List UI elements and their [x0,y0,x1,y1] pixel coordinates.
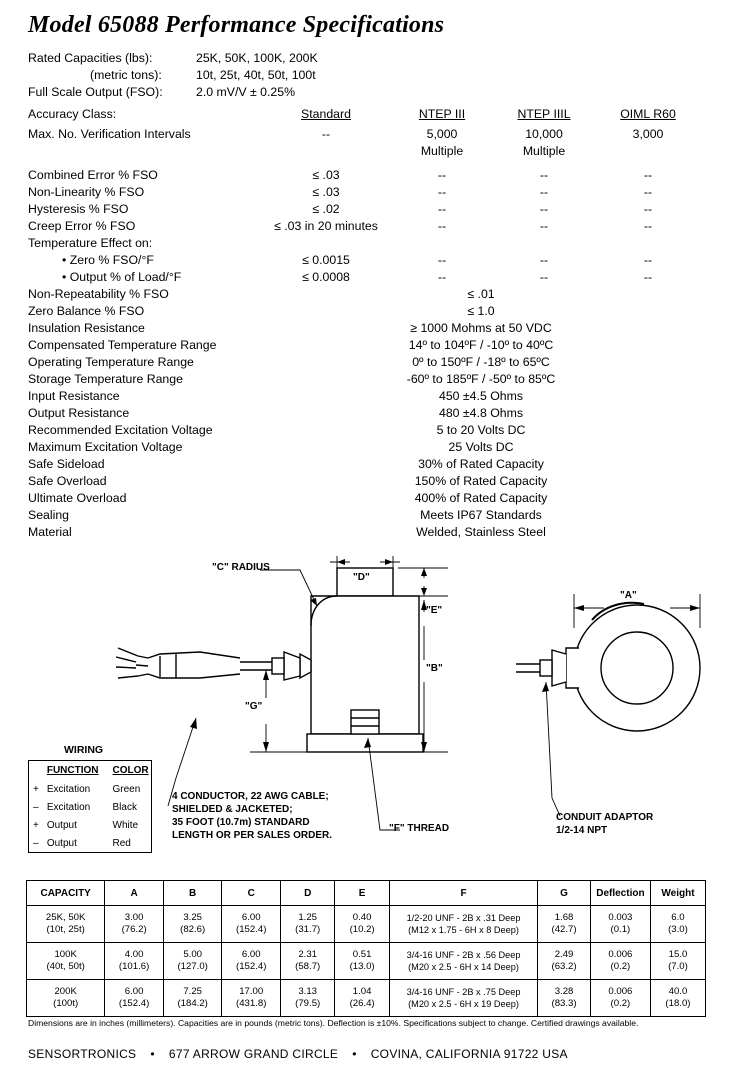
spec-row-oiml: -- [643,253,653,267]
cell-line2: (18.0) [665,998,691,1009]
cable-note-line2: SHIELDED & JACKETED; [172,804,293,815]
spec-row-ntep3l: 10,000 [525,127,563,141]
spec-row-label: Storage Temperature Range [28,372,183,386]
spec-row-ntep3: 5,000 [426,127,458,141]
cell-line1: 0.006 [608,949,633,960]
accuracy-class-header-row [28,101,704,123]
wiring-color: Green [112,783,141,795]
cell-deflection [590,943,650,980]
cell-capacity [27,980,105,1017]
table-row [27,906,706,943]
cell-line1: 0.003 [608,912,633,923]
cell-line2: (152.4) [118,998,150,1009]
spec-row-label: Insulation Resistance [28,321,145,335]
cell-line1: 6.0 [671,912,685,923]
specifications-block [28,50,704,541]
rated-capacities-row [28,50,704,67]
wiring-sign: + [33,783,39,795]
cable-note-line1: 4 CONDUCTOR, 22 AWG CABLE; [172,791,329,802]
wiring-row [29,798,153,816]
cell-line1: 0.40 [352,912,372,923]
cell-line2: (127.0) [177,961,208,972]
cell-line1: 100K [54,949,77,960]
spec-row-value: 25 Volts DC [448,440,514,454]
spec-row-label: Creep Error % FSO [28,219,136,233]
spec-row-label: • Zero % FSO/°F [62,253,154,267]
cell-line1: 3.00 [124,912,144,923]
spec-row [28,286,704,303]
spec-row-label: Compensated Temperature Range [28,338,217,352]
spec-row [28,320,704,337]
spec-row-ntep3: -- [437,168,447,182]
spec-row-ntep3: -- [437,185,447,199]
column-header-oiml: OIML R60 [620,107,676,121]
spec-row [28,490,704,507]
spec-row-oiml: 3,000 [632,127,664,141]
spec-row-ntep3l: -- [539,253,549,267]
metric-tons-label: (metric tons): [90,68,162,82]
cell-line1: 15.0 [668,949,688,960]
cell-a [105,980,164,1017]
cell-weight [650,980,705,1017]
spec-row-value: 400% of Rated Capacity [414,491,548,505]
cell-line2: (58.7) [295,961,321,972]
spec-row [28,422,704,439]
cell-line2: (10t, 25t) [46,924,85,935]
table-footnote: Dimensions are in inches (millimeters). Capacities are in pounds (metric tons). Deflection is ±10%. Specifications subject to change. Certified drawings available. [28,1018,639,1028]
label-g-dim: "G" [245,701,263,712]
spec-row [28,303,704,320]
spec-row [28,167,704,184]
spec-row-value: 450 ±4.5 Ohms [439,389,523,403]
col-g: G [538,881,591,906]
spec-row-label: Combined Error % FSO [28,168,158,182]
cell-line1: 3.13 [298,986,318,997]
spec-row-label: Input Resistance [28,389,120,403]
wiring-header-color: COLOR [112,764,149,776]
spec-row-ntep3: Multiple [420,144,464,158]
cell-line2: (79.5) [295,998,321,1009]
spec-row [28,126,704,143]
spec-row-ntep3l: -- [539,270,549,284]
metric-tons-value: 10t, 25t, 40t, 50t, 100t [196,68,316,82]
cell-line1: 4.00 [124,949,144,960]
spec-row [28,184,704,201]
spec-row-label: Output Resistance [28,406,130,420]
wiring-color: Black [112,801,137,813]
label-e-dim: "E" [426,605,443,616]
cell-line2: (31.7) [295,924,321,935]
spec-row-oiml: -- [643,219,653,233]
spec-row-value: Meets IP67 Standards [420,508,542,522]
wiring-table [28,760,152,853]
spec-row [28,252,704,269]
wiring-sign: – [33,801,39,813]
cell-line2: (152.4) [236,924,267,935]
label-d-dim: "D" [353,572,370,583]
cell-line1: 3/4-16 UNF - 2B x .56 Deep [406,950,521,960]
cell-d [280,943,334,980]
cell-capacity [27,943,105,980]
spec-row [28,201,704,218]
fso-row [28,84,704,101]
cell-line2: (M20 x 2.5 - 6H x 14 Deep) [408,962,519,972]
wiring-row [29,834,153,852]
spec-row [28,371,704,388]
wiring-sign: – [33,837,39,849]
spec-row-oiml: -- [643,185,653,199]
spec-row-ntep3: -- [437,202,447,216]
cell-line2: (40t, 50t) [46,961,85,972]
cell-line1: 17.00 [239,986,264,997]
cell-line1: 0.006 [608,986,633,997]
spec-row [28,218,704,235]
cell-e [335,980,389,1017]
cell-line2: (M12 x 1.75 - 6H x 8 Deep) [408,925,519,935]
cell-d [280,980,334,1017]
spec-row-standard: ≤ .03 in 20 minutes [274,219,378,233]
cell-line1: 0.51 [352,949,372,960]
wiring-function: Excitation [46,783,91,795]
cell-line1: 40.0 [668,986,688,997]
col-capacity: CAPACITY [27,881,105,906]
cell-line1: 6.00 [241,949,261,960]
cell-line2: (7.0) [668,961,688,972]
spec-row-ntep3: -- [437,253,447,267]
column-header-ntep3: NTEP III [418,107,466,121]
spec-row [28,388,704,405]
col-d: D [280,881,334,906]
spec-row-value: Welded, Stainless Steel [416,525,546,539]
label-c-radius: "C" RADIUS [212,562,270,573]
spec-row-label: Hysteresis % FSO [28,202,129,216]
cell-b [163,906,222,943]
wiring-title: WIRING [64,744,104,756]
cell-line1: 200K [54,986,77,997]
cell-g [538,980,591,1017]
spec-row-label: Maximum Excitation Voltage [28,440,183,454]
col-b: B [163,881,222,906]
wiring-header-row [29,761,153,780]
spec-row-label: Zero Balance % FSO [28,304,145,318]
spec-row-label: Safe Sideload [28,457,105,471]
spec-row-ntep3l: Multiple [522,144,566,158]
spec-row [28,524,704,541]
cell-c [222,980,281,1017]
cell-capacity [27,906,105,943]
spec-row-standard: ≤ .02 [312,202,340,216]
cell-b [163,980,222,1017]
wiring-function: Output [46,837,77,849]
cell-line1: 3/4-16 UNF - 2B x .75 Deep [406,987,521,997]
wiring-color: Red [112,837,131,849]
spec-row-value: ≤ 1.0 [467,304,495,318]
spec-row-label: Non-Repeatability % FSO [28,287,169,301]
spec-row-value: 0º to 150ºF / -18º to 65ºC [412,355,550,369]
wiring-row [29,780,153,798]
spec-row [28,473,704,490]
wiring-header-function: FUNCTION [46,764,99,776]
spec-row-ntep3l: -- [539,185,549,199]
accuracy-class-label: Accuracy Class: [28,107,117,121]
spec-row-value: 480 ±4.8 Ohms [439,406,523,420]
cell-line2: (42.7) [551,924,577,935]
cell-line2: (101.6) [118,961,150,972]
spec-row [28,235,704,252]
col-deflection: Deflection [590,881,650,906]
spec-row-label: Ultimate Overload [28,491,127,505]
col-weight: Weight [650,881,705,906]
spec-row-oiml: -- [643,270,653,284]
table-row [27,980,706,1017]
spec-row-standard: ≤ .03 [312,168,340,182]
col-c: C [222,881,281,906]
cell-deflection [590,906,650,943]
cell-line2: (83.3) [551,998,577,1009]
metric-tons-row [28,67,704,84]
table-row [27,943,706,980]
capacity-table-header-row [27,881,706,906]
spec-row [28,439,704,456]
cell-e [335,906,389,943]
cell-line1: 5.00 [183,949,202,960]
conduit-note-line2: 1/2-14 NPT [556,825,608,836]
cell-f [389,980,537,1017]
wiring-color: White [112,819,139,831]
fso-label: Full Scale Output (FSO): [28,85,163,99]
spec-row-value: ≤ .01 [467,287,495,301]
cell-line1: 25K, 50K [45,912,86,923]
cell-line2: (0.2) [610,961,631,972]
cell-line1: 6.00 [241,912,261,923]
cell-a [105,943,164,980]
col-a: A [105,881,164,906]
cell-line2: (0.2) [610,998,631,1009]
rated-capacities-label: Rated Capacities (lbs): [28,51,153,65]
spec-row [28,507,704,524]
spec-row-standard: -- [321,127,331,141]
cell-line2: (152.4) [236,961,267,972]
fso-value: 2.0 mV/V ± 0.25% [196,85,296,99]
spec-row [28,456,704,473]
cell-line1: 1.68 [554,912,574,923]
capacity-table [26,880,706,1017]
cell-weight [650,906,705,943]
cell-line1: 2.49 [554,949,574,960]
cell-line1: 7.25 [183,986,202,997]
spec-row-ntep3l: -- [539,168,549,182]
page-footer [28,1047,718,1061]
spec-row [28,143,704,160]
spec-row-ntep3: -- [437,219,447,233]
spec-row-oiml: -- [643,202,653,216]
cell-line1: 1.04 [352,986,372,997]
label-f-thread: "F" THREAD [389,823,450,834]
cell-f [389,906,537,943]
cell-line1: 6.00 [124,986,144,997]
cell-deflection [590,980,650,1017]
spec-row-value: 150% of Rated Capacity [414,474,548,488]
spec-row-label: Temperature Effect on: [28,236,153,250]
cell-line2: (3.0) [668,924,688,935]
spec-row [28,337,704,354]
cell-a [105,906,164,943]
wiring-function: Output [46,819,77,831]
cell-line1: 2.31 [298,949,318,960]
spec-row-label: Operating Temperature Range [28,355,194,369]
spec-row-value: 30% of Rated Capacity [418,457,544,471]
footer-company: SENSORTRONICS [28,1047,137,1061]
cell-line2: (26.4) [349,998,375,1009]
column-header-standard: Standard [301,107,351,121]
cell-weight [650,943,705,980]
spec-row-value: 5 to 20 Volts DC [436,423,526,437]
spec-row-label: • Output % of Load/°F [62,270,182,284]
column-header-ntep3l: NTEP IIIL [517,107,571,121]
footer-bullet-1: • [150,1047,155,1061]
cell-line1: 3.28 [554,986,574,997]
spec-row-label: Sealing [28,508,70,522]
spec-row-ntep3l: -- [539,202,549,216]
spec-row-value: -60º to 185ºF / -50º to 85ºC [406,372,556,386]
cell-line2: (63.2) [551,961,577,972]
footer-bullet-2: • [352,1047,357,1061]
cable-note-line3: 35 FOOT (10.7m) STANDARD [172,817,310,828]
col-e: E [335,881,389,906]
cell-line2: (184.2) [177,998,208,1009]
spec-row-standard: ≤ .03 [312,185,340,199]
cell-line1: 1/2-20 UNF - 2B x .31 Deep [406,913,521,923]
col-f: F [389,881,537,906]
spec-row-standard: ≤ 0.0015 [302,253,350,267]
wiring-sign: + [33,819,39,831]
cell-c [222,943,281,980]
spec-row-label: Material [28,525,72,539]
spec-row [28,405,704,422]
cell-c [222,906,281,943]
cell-b [163,943,222,980]
cell-line2: (76.2) [121,924,147,935]
wiring-header-sign [29,761,43,780]
rated-capacities-value: 25K, 50K, 100K, 200K [196,51,318,65]
cell-line2: (100t) [53,998,79,1009]
wiring-row [29,816,153,834]
spec-row-value: 14º to 104ºF / -10º to 40ºC [408,338,554,352]
cell-e [335,943,389,980]
spec-row-label: Max. No. Verification Intervals [28,127,191,141]
cell-g [538,906,591,943]
spec-row-label: Non-Linearity % FSO [28,185,145,199]
cell-line2: (82.6) [180,924,206,935]
cell-line2: (M20 x 2.5 - 6H x 19 Deep) [408,999,519,1009]
footer-address: 677 ARROW GRAND CIRCLE [168,1047,339,1061]
spec-row-standard: ≤ 0.0008 [302,270,350,284]
footer-city: COVINA, CALIFORNIA 91722 USA [370,1047,568,1061]
cell-line2: (0.1) [610,924,631,935]
page-title: Model 65088 Performance Specifications [28,12,445,38]
cell-g [538,943,591,980]
cell-d [280,906,334,943]
cell-line2: (431.8) [236,998,267,1009]
spec-row-label: Recommended Excitation Voltage [28,423,213,437]
cell-f [389,943,537,980]
spec-row-ntep3l: -- [539,219,549,233]
label-a-dim: "A" [620,590,637,601]
spec-row-oiml: -- [643,168,653,182]
cell-line2: (10.2) [349,924,375,935]
cell-line1: 1.25 [298,912,318,923]
cell-line1: 3.25 [183,912,202,923]
spec-row [28,354,704,371]
conduit-note-line1: CONDUIT ADAPTOR [556,812,654,823]
spec-row [28,269,704,286]
spec-row-ntep3: -- [437,270,447,284]
spec-row-value: ≥ 1000 Mohms at 50 VDC [410,321,552,335]
cell-line2: (13.0) [349,961,375,972]
spec-row-label: Safe Overload [28,474,107,488]
cable-note-line4: LENGTH OR PER SALES ORDER. [172,830,333,841]
label-b-dim: "B" [426,663,443,674]
wiring-function: Excitation [46,801,91,813]
